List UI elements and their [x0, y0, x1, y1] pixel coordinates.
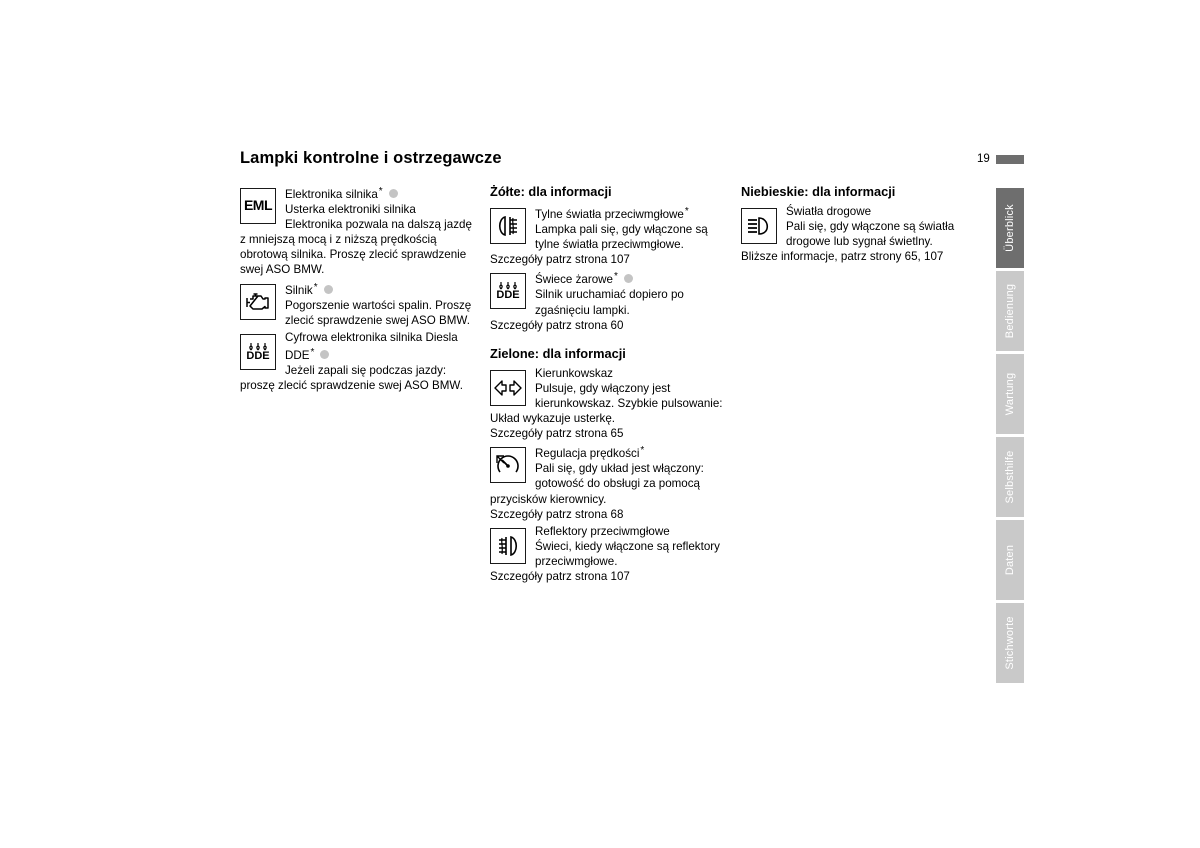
entry-turn — [490, 366, 732, 441]
page-number-bar — [996, 155, 1024, 164]
entry-eml — [240, 184, 480, 278]
front-fog-line: Szczegóły patrz strona 107 — [490, 569, 630, 583]
dde-line: proszę zlecić sprawdzenie swej ASO BMW. — [240, 379, 463, 393]
side-tabs — [996, 188, 1024, 686]
engine-title: Silnik — [285, 283, 313, 297]
entry-cruise — [490, 443, 732, 521]
engine-line: zlecić sprawdzenie swej ASO BMW. — [285, 313, 470, 327]
tab-stichworte[interactable]: Stichworte — [996, 603, 1024, 683]
column-middle — [490, 184, 732, 584]
cruise-line: gotowość do obsługi za pomocą — [535, 477, 700, 491]
eml-line: obrotową silnika. Proszę zlecić sprawdzenie — [240, 248, 467, 262]
page-number: 19 — [977, 153, 990, 165]
entry-engine — [240, 280, 480, 328]
high-beam-title: Światła drogowe — [786, 205, 872, 218]
optional-star: * — [613, 271, 618, 283]
front-fog-line: Świeci, kiedy włączone są reflektory — [535, 539, 720, 553]
glow-line: zgaśnięciu lampki. — [535, 303, 630, 317]
page-title: Lampki kontrolne i ostrzegawcze — [240, 149, 502, 167]
cruise-line: Pali się, gdy układ jest włączony: — [535, 462, 704, 476]
eml-line: Elektronika pozwala na dalszą jazdę — [285, 218, 472, 232]
heading-blue: Niebieskie: dla informacji — [741, 184, 896, 199]
eml-icon: EML — [240, 188, 276, 224]
tab-uberblick[interactable]: Überblick — [996, 188, 1024, 268]
glow-title: Świece żarowe — [535, 273, 613, 287]
optional-star: * — [378, 186, 383, 197]
entry-glow — [490, 269, 732, 332]
turn-signal-icon — [490, 370, 526, 406]
status-dot-icon — [624, 274, 633, 283]
rear-fog-title: Tylne światła przeciwmgłowe — [535, 208, 684, 221]
eml-line: Usterka elektroniki silnika — [285, 203, 416, 217]
front-fog-title: Reflektory przeciwmgłowe — [535, 524, 670, 538]
cruise-line: przycisków kierownicy. — [490, 492, 607, 506]
engine-icon — [240, 284, 276, 320]
rear-fog-line: Lampka pali się, gdy włączone są — [535, 223, 708, 237]
rear-fog-light-icon — [490, 208, 526, 244]
glow-plug-icon: DDE — [490, 273, 526, 309]
engine-line: Pogorszenie wartości spalin. Proszę — [285, 298, 472, 312]
optional-star: * — [640, 445, 645, 457]
eml-title: Elektronika silnika — [285, 188, 378, 201]
cruise-control-icon — [490, 447, 526, 483]
heading-yellow: Żółte: dla informacji — [490, 184, 612, 199]
status-dot-icon — [324, 285, 333, 294]
tab-selbsthilfe[interactable]: Selbsthilfe — [996, 437, 1024, 517]
high-beam-icon — [741, 208, 777, 244]
column-right — [741, 184, 971, 264]
front-fog-light-icon — [490, 528, 526, 564]
optional-star: * — [684, 206, 689, 217]
dde-title: Cyfrowa elektronika silnika Diesla — [285, 330, 458, 344]
turn-line: Szczegóły patrz strona 65 — [490, 427, 624, 441]
entry-front-fog — [490, 524, 732, 584]
tab-bedienung[interactable]: Bedienung — [996, 271, 1024, 351]
dde-label: DDE — [285, 348, 310, 362]
turn-line: Układ wykazuje usterkę. — [490, 412, 616, 426]
rear-fog-line: Szczegóły patrz strona 107 — [490, 253, 630, 267]
high-beam-line: Pali się, gdy włączone są światła — [786, 220, 955, 234]
turn-title: Kierunkowskaz — [535, 366, 613, 380]
high-beam-line: drogowe lub sygnał świetlny. — [786, 235, 933, 249]
turn-line: Pulsuje, gdy włączony jest — [535, 381, 671, 395]
heading-green: Zielone: dla informacji — [490, 345, 626, 361]
rear-fog-line: tylne światła przeciwmgłowe. — [535, 238, 684, 252]
eml-line: swej ASO BMW. — [240, 263, 325, 277]
entry-rear-fog — [490, 204, 732, 267]
turn-line: kierunkowskaz. Szybkie pulsowanie: — [535, 396, 723, 410]
eml-line: z mniejszą mocą i z niższą prędkością — [240, 233, 437, 247]
cruise-line: Szczegóły patrz strona 68 — [490, 507, 624, 521]
dde-glow-icon: DDE — [240, 334, 276, 370]
optional-star: * — [313, 281, 318, 293]
entry-high-beam — [741, 204, 971, 264]
front-fog-line: przeciwmgłowe. — [535, 554, 618, 568]
high-beam-line: Bliższe informacje, patrz strony 65, 107 — [741, 250, 944, 264]
entry-dde — [240, 330, 480, 393]
glow-line: Szczegóły patrz strona 60 — [490, 318, 624, 332]
tab-daten[interactable]: Daten — [996, 520, 1024, 600]
status-dot-icon — [320, 350, 329, 359]
status-dot-icon — [389, 189, 398, 198]
tab-wartung[interactable]: Wartung — [996, 354, 1024, 434]
cruise-title: Regulacja prędkości — [535, 447, 640, 461]
dde-line: Jeżeli zapali się podczas jazdy: — [285, 364, 447, 378]
optional-star: * — [310, 346, 315, 358]
glow-line: Silnik uruchamiać dopiero po — [535, 288, 684, 302]
column-left — [240, 184, 480, 393]
